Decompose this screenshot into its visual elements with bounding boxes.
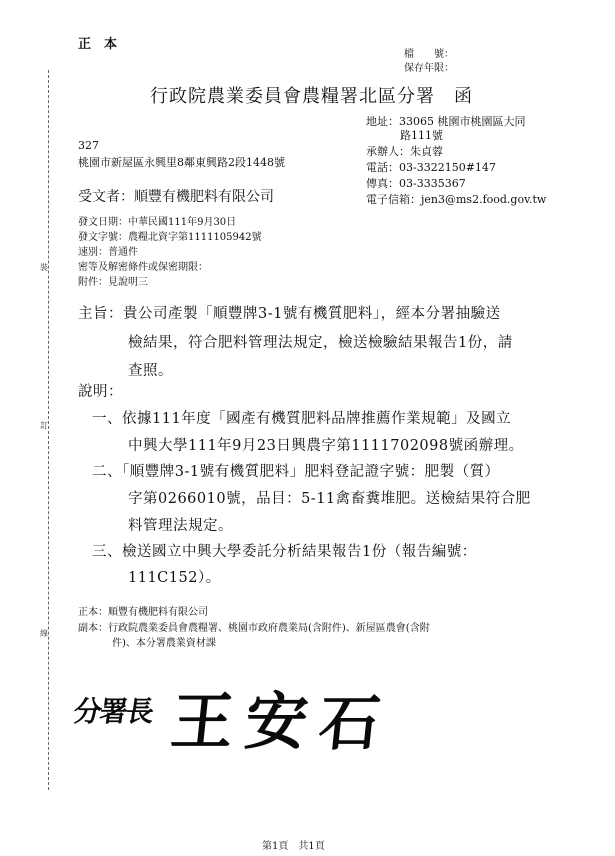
document-number: 發文字號：農糧北資字第1111105942號 [78,232,262,243]
subject-line-2: 檢結果，符合肥料管理法規定，檢送檢驗結果報告1份，請 [128,335,513,351]
binding-label-ding: 訂 [40,421,48,430]
issue-date: 發文日期：中華民國111年9月30日 [78,217,237,228]
subject-line-1: 主旨：貴公司產製「順豐牌3-1號有機質肥料」，經本分署抽驗送 [78,306,501,322]
binding-label-xian: 線 [40,629,48,638]
sender-email: 電子信箱：jen3@ms2.food.gov.tw [366,193,547,206]
item-3-line-2: 111C152）。 [128,570,221,586]
signature-name-char-2: 安 [241,685,312,758]
item-2-line-3: 料管理法規定。 [128,518,233,534]
agency-title: 行政院農業委員會農糧署北區分署 函 [150,86,473,107]
binding-label-zhuang: 裝 [40,263,48,272]
subject-line-3: 查照。 [128,363,173,379]
file-number-label: 檔 號： [404,49,454,60]
signature-name-char-3: 石 [315,689,384,759]
sender-address-line2: 路111號 [400,129,443,142]
corner-label-original: 正 本 [78,37,118,52]
signature-title: 分署長 [71,695,155,728]
sender-fax: 傳真：03-3335367 [366,177,466,190]
sender-contact: 承辦人：朱貞蓉 [366,145,443,158]
binding-dashed-line [48,70,49,790]
explanation-label: 說明： [78,384,123,400]
sender-phone: 電話：03-3322150#147 [366,161,496,174]
delivery-speed: 速別：普通件 [78,247,138,258]
attachment-note: 附件：見說明三 [78,277,148,288]
item-3-line-1: 三、檢送國立中興大學委託分析結果報告1份（報告編號： [92,544,477,560]
copy-recipients-line-2: 件)、本分署農業資材課 [112,638,216,649]
page-footer: 第1頁 共1頁 [262,841,325,852]
item-2-line-2: 字第0266010號，品目：5-11禽畜糞堆肥。送檢結果符合肥 [128,491,531,507]
copy-recipients-line-1: 副本：行政院農業委員會農糧署、桃園市政府農業局(含附件)、新屋區農會(含附 [78,623,430,634]
retention-label: 保存年限： [404,63,454,74]
signature-name-char-1: 王 [167,685,238,758]
secrecy-level: 密等及解密條件或保密期限： [78,262,208,273]
sender-address: 地址：33065 桃園市桃園區大同 [366,115,526,128]
recipient-address: 桃園市新屋區永興里8鄰東興路2段1448號 [78,156,285,169]
item-1-line-1: 一、依據111年度「國產有機質肥料品牌推薦作業規範」及國立 [92,411,512,427]
recipient-line: 受文者：順豐有機肥料有限公司 [78,189,274,205]
item-2-line-1: 二、「順豐牌3-1號有機質肥料」肥料登記證字號：肥製（質） [92,464,500,480]
item-1-line-2: 中興大學111年9月23日興農字第1111702098號函辦理。 [128,438,524,454]
original-recipient: 正本：順豐有機肥料有限公司 [78,607,208,618]
recipient-postal-code: 327 [78,139,99,152]
